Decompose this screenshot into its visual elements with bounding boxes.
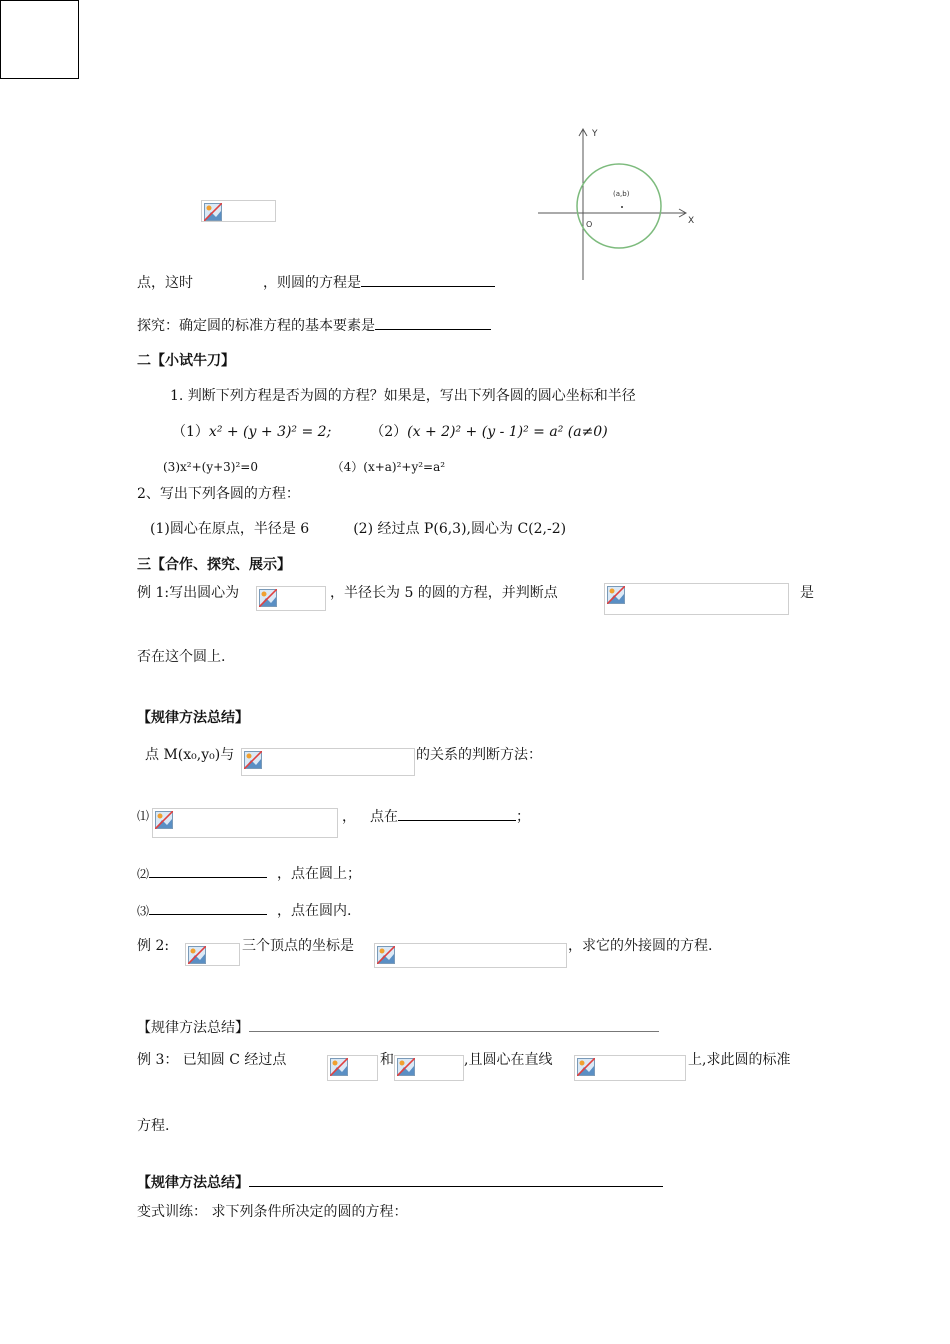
cond3: ⑶ ，点在圆内. bbox=[137, 900, 351, 920]
summary-2: 【规律方法总结】 bbox=[137, 1017, 659, 1037]
broken-image-icon bbox=[577, 1058, 595, 1076]
example-3-c: ,且圆心在直线 bbox=[464, 1052, 553, 1068]
cond1-num: ⑴ bbox=[137, 809, 150, 823]
intro-line2: 探究：确定圆的标准方程的基本要素是 bbox=[137, 315, 491, 335]
x-axis-label: X bbox=[688, 216, 695, 226]
formula-image bbox=[185, 943, 240, 966]
question-1-row2: (3)x²+(y+3)²=0 （4）(x+a)²+y²=a² bbox=[163, 460, 446, 474]
formula-image bbox=[374, 943, 567, 968]
formula-image bbox=[327, 1055, 378, 1081]
example-1-d: 否在这个圆上. bbox=[137, 649, 226, 665]
cond2: ⑵ ，点在圆上； bbox=[137, 863, 361, 883]
example-3-a: 例 3： 已知圆 C 经过点 bbox=[137, 1052, 287, 1068]
broken-image-icon bbox=[377, 946, 395, 964]
question-1: 1. 判断下列方程是否为圆的方程？如果是，写出下列各圆的圆心坐标和半径 bbox=[170, 388, 636, 404]
cond1-text: ， 点在 ； bbox=[342, 806, 530, 826]
example-1-b: ，半径长为 5 的圆的方程，并判断点 bbox=[330, 585, 558, 601]
rule-b: 的关系的判断方法： bbox=[416, 747, 542, 763]
example-1-c: 是 bbox=[800, 585, 814, 601]
question-2-row: (1)圆心在原点，半径是 6 (2) 经过点 P(6,3),圆心为 C(2,-2) bbox=[150, 521, 567, 537]
formula-image bbox=[256, 586, 326, 611]
section3-title: 三【合作、探究、展示】 bbox=[137, 557, 291, 573]
example-2-b: 三个顶点的坐标是 bbox=[242, 938, 354, 954]
formula-image bbox=[241, 748, 415, 776]
formula-image bbox=[152, 808, 338, 838]
example-2-a: 例 2: bbox=[137, 938, 170, 954]
variant-training: 变式训练： 求下列条件所决定的圆的方程： bbox=[137, 1204, 408, 1220]
intro-line1: 点，这时 ，则圆的方程是 bbox=[137, 272, 495, 292]
summary-3: 【规律方法总结】 bbox=[137, 1172, 663, 1192]
example-3-e: 方程. bbox=[137, 1118, 170, 1134]
formula-image bbox=[201, 200, 276, 222]
corner-box bbox=[0, 0, 79, 79]
broken-image-icon bbox=[204, 203, 222, 221]
rule-a: 点 M(x₀,y₀)与 bbox=[145, 747, 235, 763]
formula-image bbox=[574, 1055, 686, 1081]
section2-title: 二【小试牛刀】 bbox=[137, 353, 235, 369]
example-3-d: 上,求此圆的标准 bbox=[688, 1052, 791, 1068]
broken-image-icon bbox=[607, 586, 625, 604]
center-label: (a,b) bbox=[613, 190, 630, 198]
summary-title: 【规律方法总结】 bbox=[137, 710, 249, 726]
example-3-b: 和 bbox=[380, 1052, 394, 1068]
question-2: 2、写出下列各圆的方程： bbox=[137, 486, 300, 502]
example-2-c: ，求它的外接圆的方程. bbox=[568, 938, 713, 954]
y-axis-label: Y bbox=[592, 129, 598, 139]
origin-label: O bbox=[586, 220, 593, 229]
broken-image-icon bbox=[397, 1058, 415, 1076]
formula-image bbox=[394, 1055, 464, 1081]
broken-image-icon bbox=[244, 751, 262, 769]
circle-figure bbox=[530, 125, 705, 285]
broken-image-icon bbox=[330, 1058, 348, 1076]
question-1-row1: （1）x² + (y + 3)² = 2; （2）(x + 2)² + (y - 1)² = a² (a≠0) bbox=[172, 424, 608, 440]
formula-image bbox=[604, 583, 789, 615]
broken-image-icon bbox=[188, 946, 206, 964]
example-1-a: 例 1:写出圆心为 bbox=[137, 585, 240, 601]
broken-image-icon bbox=[155, 811, 173, 829]
broken-image-icon bbox=[259, 589, 277, 607]
